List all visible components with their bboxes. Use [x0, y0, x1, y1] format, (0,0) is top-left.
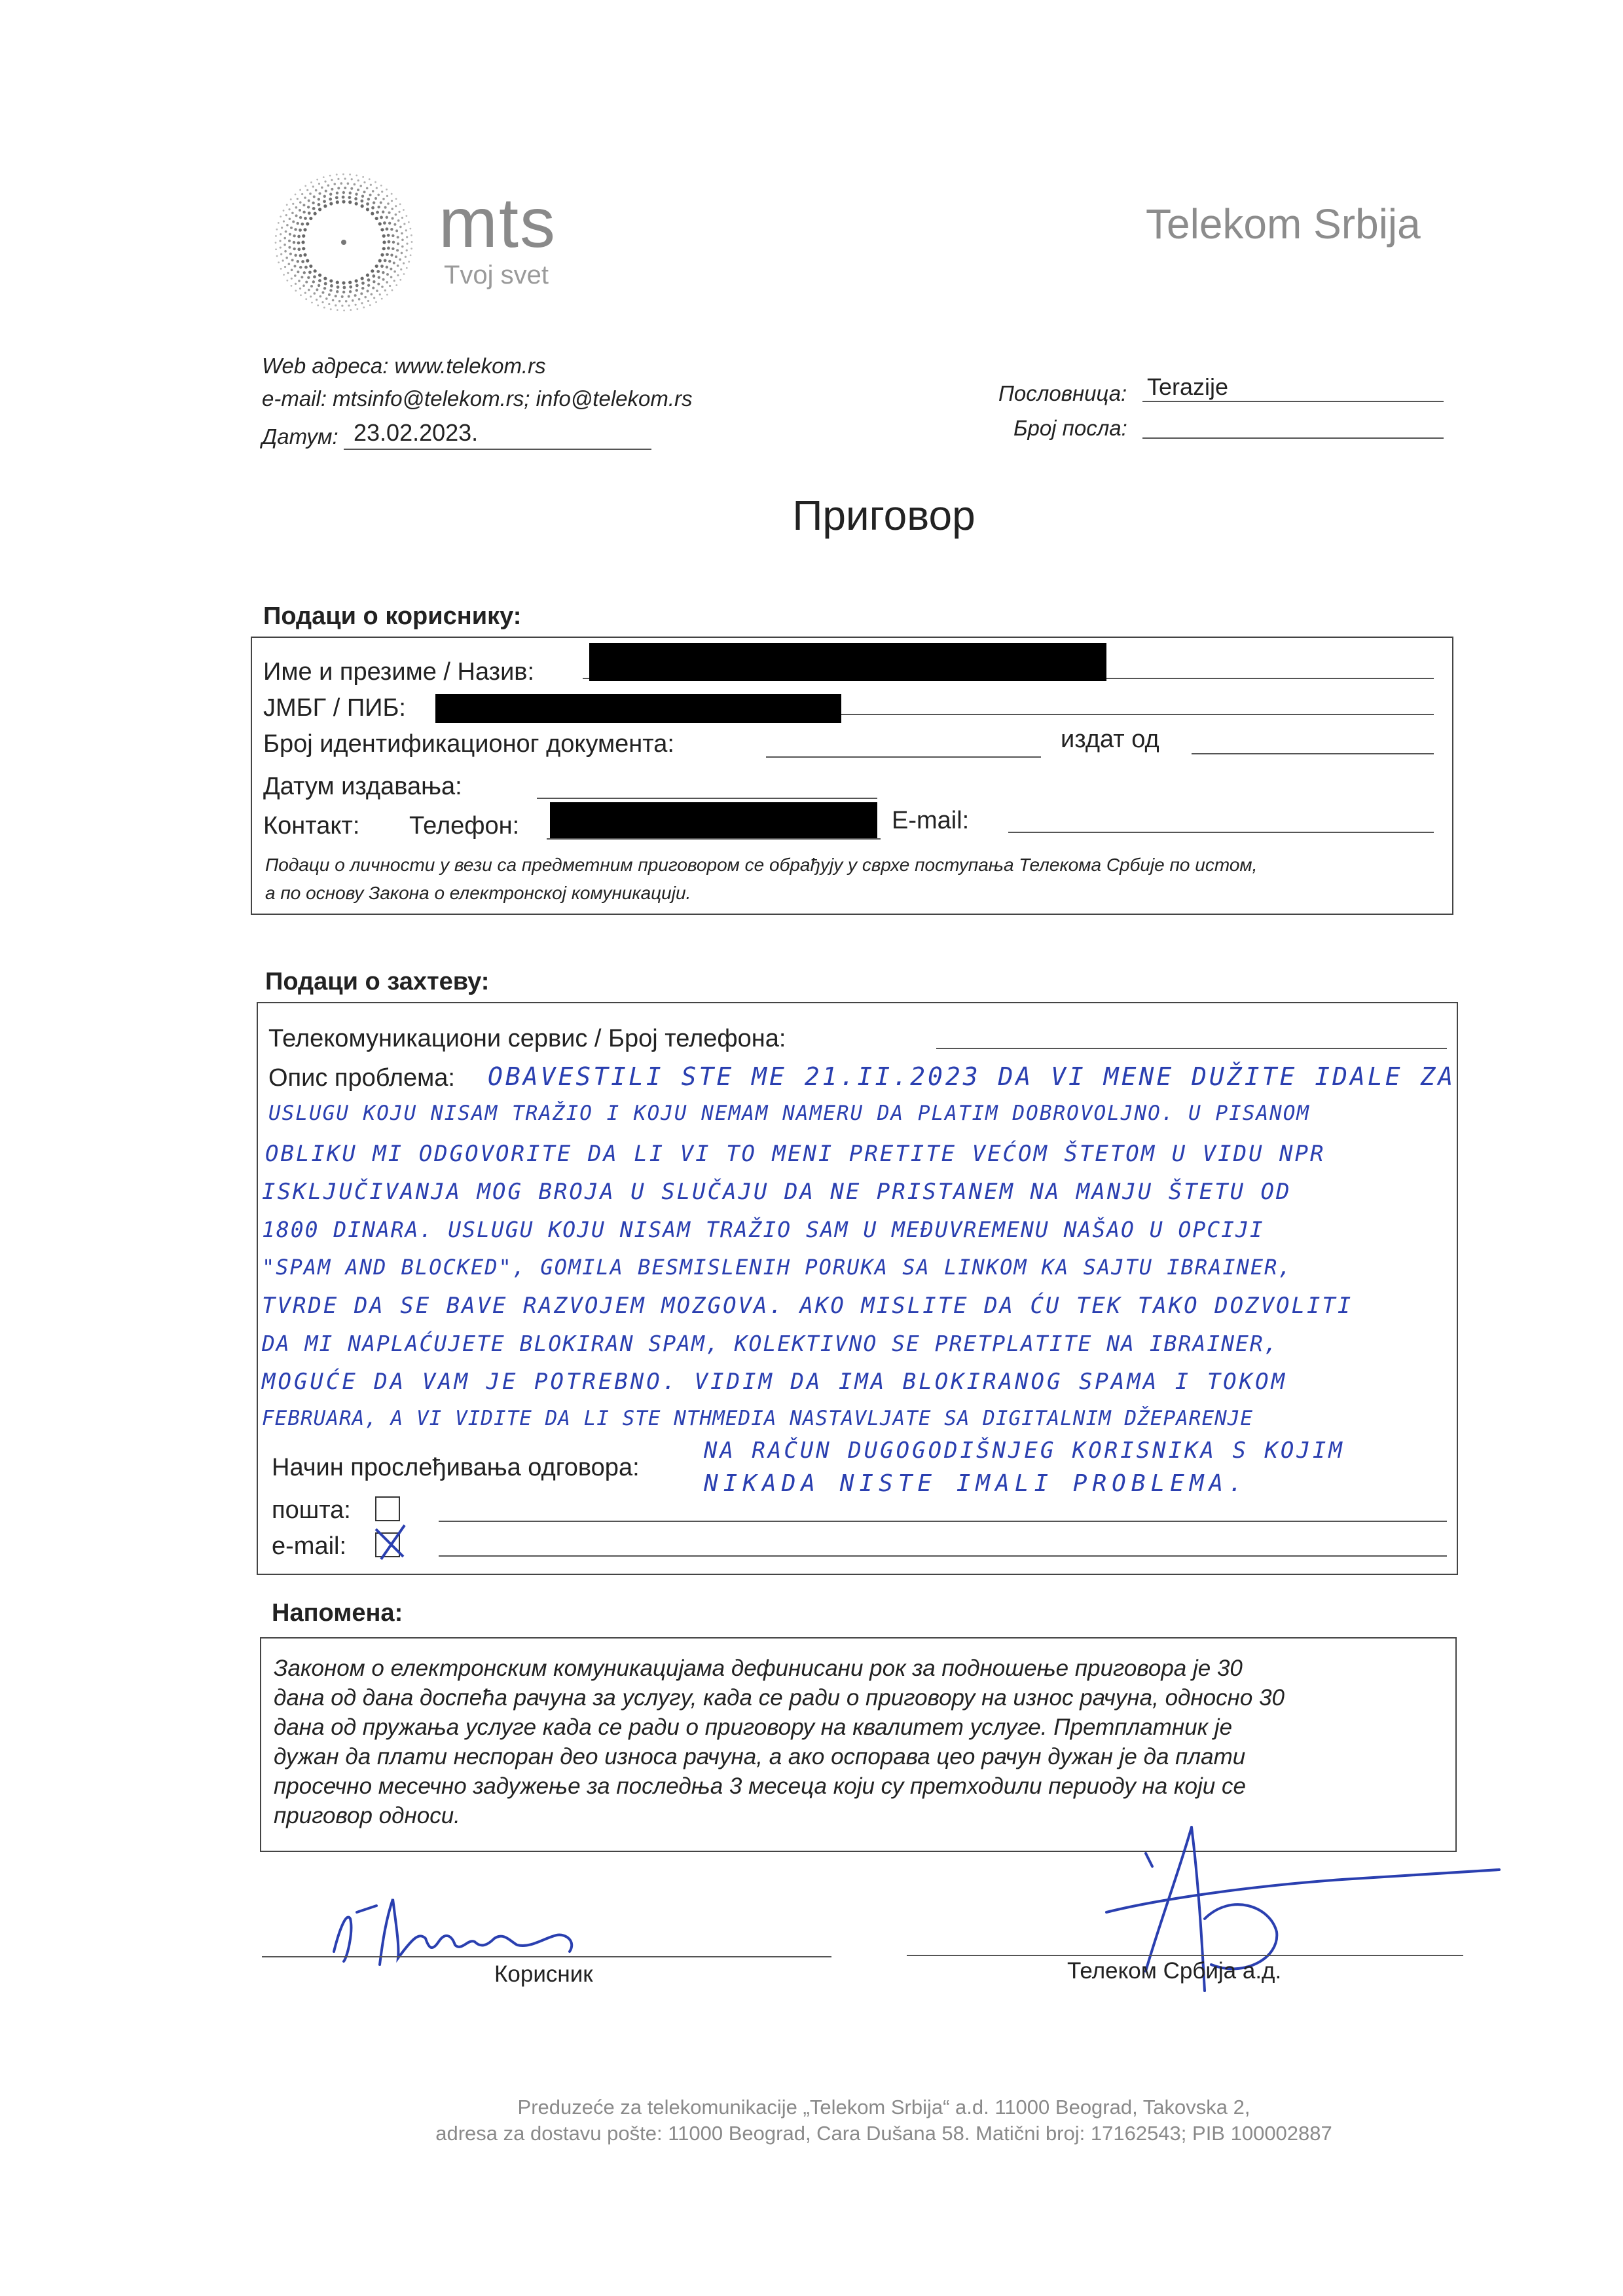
id-document-line — [766, 756, 1041, 758]
logo-text: mts — [439, 183, 556, 262]
user-section-heading: Подаци о кориснику: — [263, 602, 522, 630]
branch-line — [1142, 401, 1444, 402]
handwritten-line: OBLIKU MI ODGOVORITE DA LI VI TO MENI PRETITE VEĆOM ŠTETOM U VIDU NPR — [265, 1141, 1326, 1167]
issue-date-line — [537, 798, 877, 799]
handwritten-line: ISKLJUČIVANJA MOG BROJA U SLUČAJU DA NE PRISTANEM NA MANJU ŠTETU OD — [262, 1179, 1292, 1205]
privacy-note-line-2: а по основу Закона о електронској комуникацији. — [265, 883, 691, 903]
forwarding-label: Начин прослеђивања одговора: — [272, 1454, 640, 1481]
note-line: просечно месечно задужење за последња 3 месеца који су претходили периоду на који се — [274, 1773, 1246, 1799]
phone-line — [547, 838, 881, 840]
handwritten-line: 1800 DINARA. USLUGU KOJU NISAM TRAŽIO SAM U MEĐUVREMENU NAŠAO U OPCIJI — [262, 1217, 1264, 1242]
note-heading: Напомена: — [272, 1599, 403, 1627]
handwritten-line: "SPAM AND BLOCKED", GOMILA BESMISLENIH PORUKA SA LINKOM KA SAJTU IBRAINER, — [262, 1255, 1292, 1280]
jmbg-label: ЈМБГ / ПИБ: — [263, 694, 406, 722]
email-address: e-mail: mtsinfo@telekom.rs; info@telekom.rs — [262, 386, 693, 411]
name-redaction — [589, 643, 1106, 681]
handwritten-line: USLUGU KOJU NISAM TRAŽIO I KOJU NEMAM NAMERU DA PLATIM DOBROVOLJNO. U PISANOM — [268, 1102, 1311, 1125]
reply-email-line — [439, 1555, 1447, 1557]
company-signature-line — [907, 1955, 1463, 1956]
web-address: Web адреса: www.telekom.rs — [262, 354, 546, 378]
note-line: дана од дана доспећа рачуна за услугу, када се ради о приговору на износ рачуна, односно 30 — [274, 1685, 1285, 1711]
date-label: Датум: — [262, 424, 338, 449]
service-line — [936, 1048, 1447, 1049]
footer-line-2: adresa za dostavu pošte: 11000 Beograd, Cara Dušana 58. Matični broj: 17162543; PIB 100002887 — [435, 2122, 1332, 2145]
mts-logo-icon — [255, 167, 432, 318]
case-label: Број посла: — [1013, 416, 1127, 440]
note-line: Законом о електронским комуникацијама дефинисани рок за подношење приговора је 30 — [274, 1656, 1243, 1681]
privacy-note-line-1: Подаци о личности у вези са предметним приговором се обрађују у сврхе поступања Телекома Србије по истом, — [265, 855, 1258, 875]
reply-email-label: e-mail: — [272, 1532, 347, 1560]
phone-redaction — [550, 802, 877, 839]
date-line — [344, 449, 651, 450]
issued-by-label: издат од — [1061, 726, 1159, 753]
page-title: Приговор — [792, 492, 976, 539]
issue-date-label: Датум издавања: — [263, 773, 462, 800]
service-label: Телекомуникациони сервис / Број телефона: — [268, 1025, 786, 1052]
contact-email-label: E-mail: — [892, 807, 970, 834]
date-value: 23.02.2023. — [354, 419, 479, 446]
checkbox-x-mark-icon — [372, 1523, 411, 1562]
handwritten-line: DA MI NAPLAĆUJETE BLOKIRAN SPAM, KOLEKTIVNO SE PRETPLATITE NA IBRAINER, — [262, 1331, 1279, 1356]
footer-line-1: Preduzeće za telekomunikacije „Telekom Srbija“ a.d. 11000 Beograd, Takovska 2, — [517, 2096, 1250, 2119]
post-label: пошта: — [272, 1496, 351, 1524]
request-section-heading: Подаци о захтеву: — [265, 968, 490, 995]
id-document-label: Број идентификационог документа: — [263, 730, 674, 758]
phone-label: Телефон: — [409, 812, 520, 840]
handwritten-line: NA RAČUN DUGOGODIŠNJEG KORISNIKA S KOJIM — [704, 1437, 1345, 1464]
note-line: приговор односи. — [274, 1803, 460, 1828]
post-line — [439, 1521, 1447, 1522]
handwritten-line: NIKADA NISTE IMALI PROBLEMA. — [704, 1470, 1248, 1497]
user-signature-label: Корисник — [494, 1961, 593, 1987]
issued-by-line — [1192, 753, 1434, 754]
case-line — [1142, 437, 1444, 439]
branch-label: Пословница: — [998, 381, 1127, 405]
note-line: дужан да плати неспоран део износа рачуна, а ако оспорава цео рачун дужан је да плати — [274, 1744, 1246, 1769]
company-signature-label: Телеком Србија а.д. — [1067, 1958, 1282, 1984]
contact-label: Контакт: — [263, 812, 360, 840]
brand-telekom-srbija: Telekom Srbija — [1146, 200, 1421, 248]
note-line: дана од пружања услуге када се ради о приговору на квалитет услуге. Претплатник је — [274, 1714, 1233, 1740]
handwritten-line: MOGUĆE DA VAM JE POTREBNO. VIDIM DA IMA BLOKIRANOG SPAMA I TOKOM — [262, 1369, 1288, 1395]
name-label: Име и презиме / Назив: — [263, 658, 535, 686]
handwritten-line: OBAVESTILI STE ME 21.II.2023 DA VI MENE DUŽITE IDALE ZA — [488, 1062, 1456, 1091]
user-signature-line — [262, 1956, 831, 1957]
problem-label: Опис проблема: — [268, 1064, 455, 1092]
handwritten-line: TVRDE DA SE BAVE RAZVOJEM MOZGOVA. AKO MISLITE DA ĆU TEK TAKO DOZVOLITI — [262, 1293, 1353, 1319]
post-checkbox[interactable] — [375, 1496, 400, 1521]
branch-value: Terazije — [1147, 373, 1229, 400]
handwritten-line: FEBRUARA, A VI VIDITE DA LI STE NTHMEDIA NASTAVLJATE SA DIGITALNIM DŽEPARENJE — [262, 1407, 1254, 1430]
logo-tagline: Tvoj svet — [444, 261, 549, 289]
contact-email-line — [1008, 832, 1434, 833]
jmbg-redaction — [435, 694, 841, 723]
